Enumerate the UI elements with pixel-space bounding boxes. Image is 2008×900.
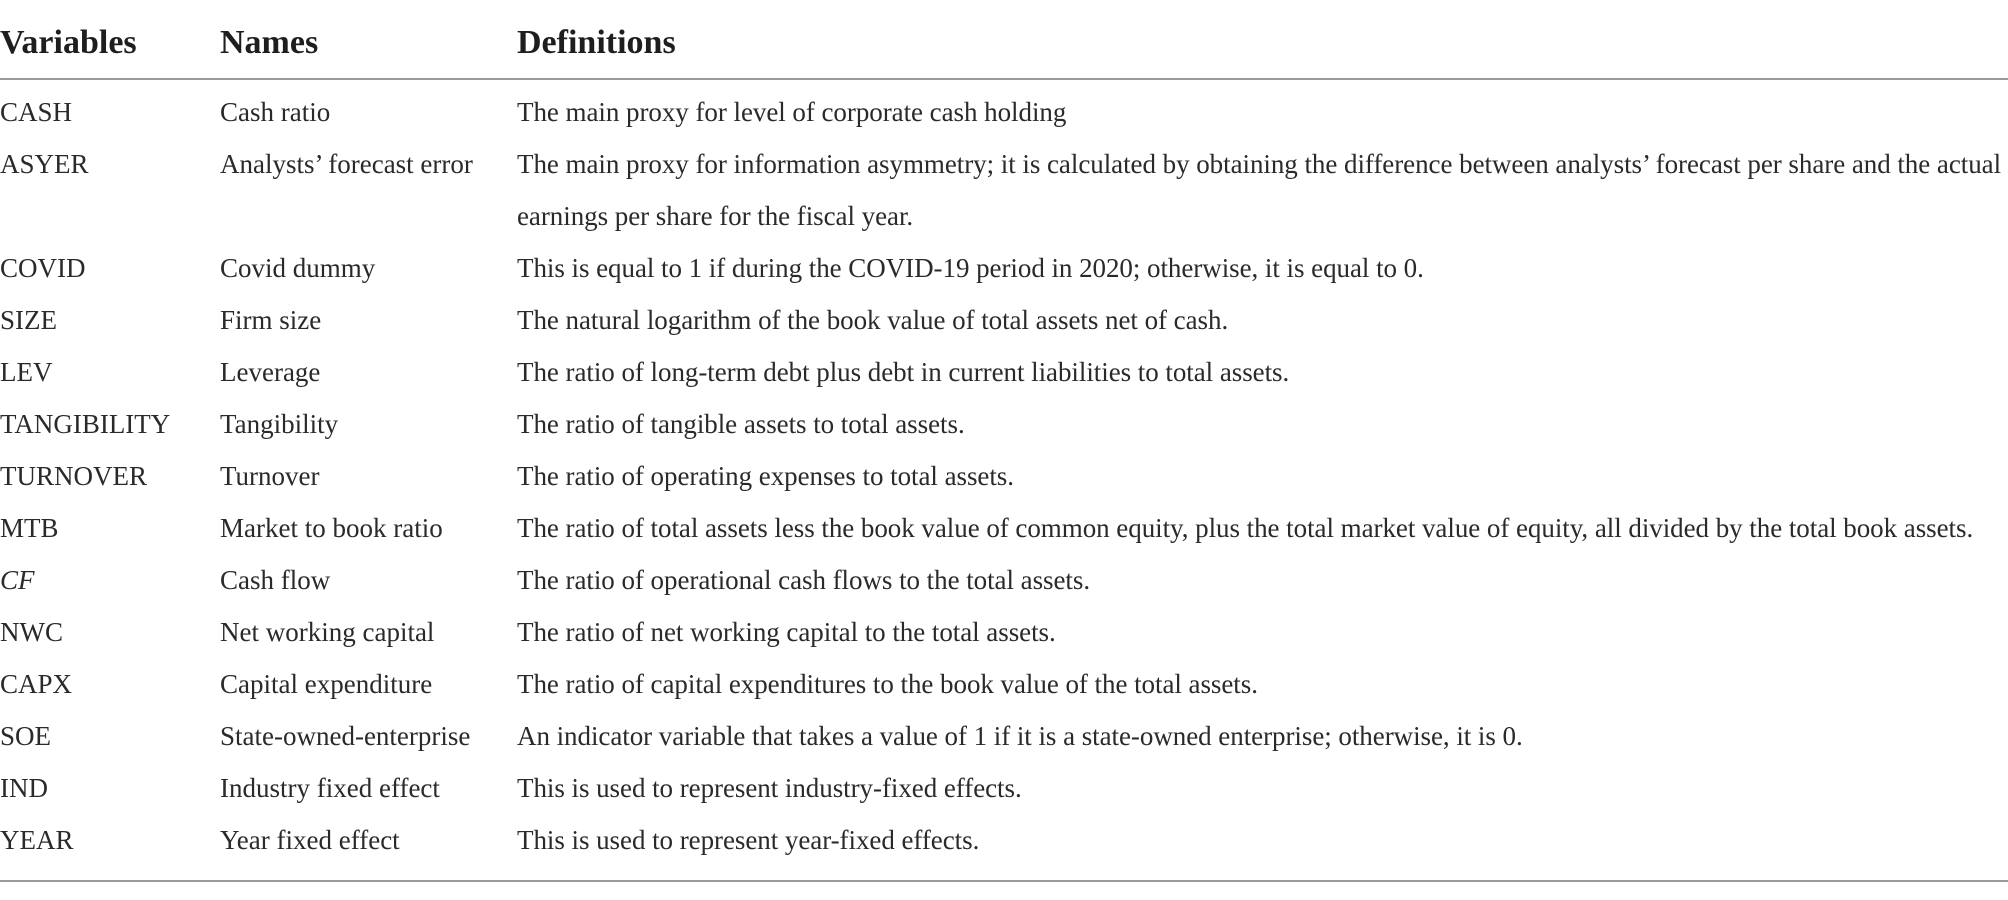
cell-name: Covid dummy (220, 253, 376, 283)
table-row (0, 346, 2008, 398)
cell-definition: The ratio of net working capital to the total assets. (517, 617, 1056, 647)
table-row (0, 398, 2008, 450)
cell-variable: LEV (0, 357, 53, 387)
table-row (0, 242, 2008, 294)
table-row (0, 814, 2008, 866)
table-row (0, 606, 2008, 658)
cell-variable: YEAR (0, 825, 74, 855)
cell-definition: The natural logarithm of the book value of total assets net of cash. (517, 305, 1229, 335)
cell-definition: The main proxy for level of corporate cash holding (517, 97, 1067, 127)
cell-definition: An indicator variable that takes a value of 1 if it is a state-owned enterprise; otherwise, it is 0. (517, 721, 1523, 751)
cell-name: Year fixed effect (220, 825, 400, 855)
table-row (0, 762, 2008, 814)
cell-variable: COVID (0, 253, 86, 283)
table-bottom-rule (0, 880, 2008, 882)
cell-variable: TURNOVER (0, 461, 147, 491)
cell-variable: ASYER (0, 149, 89, 179)
cell-variable: MTB (0, 513, 59, 543)
cell-variable: CF (0, 565, 35, 595)
cell-definition: The main proxy for information asymmetry; it is calculated by obtaining the difference between analysts’ forecast per share and the actual earnings per share for the fiscal year. (517, 149, 2002, 231)
table-body (0, 79, 2008, 866)
cell-definition: This is used to represent industry-fixed effects. (517, 773, 1022, 803)
variable-definitions-table (0, 18, 2008, 866)
table-row (0, 502, 2008, 554)
cell-name: Turnover (220, 461, 320, 491)
cell-variable: IND (0, 773, 48, 803)
cell-variable: NWC (0, 617, 63, 647)
cell-name: Industry fixed effect (220, 773, 440, 803)
cell-variable: CAPX (0, 669, 73, 699)
cell-name: Analysts’ forecast error (220, 149, 473, 179)
cell-definition: The ratio of operating expenses to total assets. (517, 461, 1014, 491)
header-names: Names (220, 18, 517, 79)
table-row (0, 294, 2008, 346)
cell-definition: The ratio of long-term debt plus debt in current liabilities to total assets. (517, 357, 1290, 387)
cell-definition: The ratio of total assets less the book value of common equity, plus the total market value of equity, all divided by the total book assets. (517, 513, 1974, 543)
header-definitions: Definitions (517, 18, 2008, 79)
cell-definition: The ratio of operational cash flows to the total assets. (517, 565, 1091, 595)
cell-definition: This is used to represent year-fixed effects. (517, 825, 980, 855)
table-header (0, 18, 2008, 79)
table-row (0, 658, 2008, 710)
cell-definition: The ratio of capital expenditures to the book value of the total assets. (517, 669, 1258, 699)
cell-name: Cash ratio (220, 97, 331, 127)
cell-variable: CASH (0, 97, 73, 127)
cell-variable: TANGIBILITY (0, 409, 171, 439)
header-variables: Variables (0, 18, 220, 79)
cell-variable: SOE (0, 721, 52, 751)
table-row (0, 710, 2008, 762)
cell-name: Firm size (220, 305, 322, 335)
cell-name: Net working capital (220, 617, 435, 647)
table-row (0, 79, 2008, 138)
cell-name: Market to book ratio (220, 513, 443, 543)
cell-name: Cash flow (220, 565, 331, 595)
cell-definition: This is equal to 1 if during the COVID-19 period in 2020; otherwise, it is equal to 0. (517, 253, 1424, 283)
table-row (0, 554, 2008, 606)
cell-definition: The ratio of tangible assets to total assets. (517, 409, 965, 439)
cell-name: Tangibility (220, 409, 339, 439)
cell-name: Leverage (220, 357, 321, 387)
cell-name: Capital expenditure (220, 669, 433, 699)
table-row (0, 450, 2008, 502)
header-row (0, 18, 2008, 79)
cell-name: State-owned-enterprise (220, 721, 471, 751)
table-row (0, 138, 2008, 242)
cell-variable: SIZE (0, 305, 57, 335)
